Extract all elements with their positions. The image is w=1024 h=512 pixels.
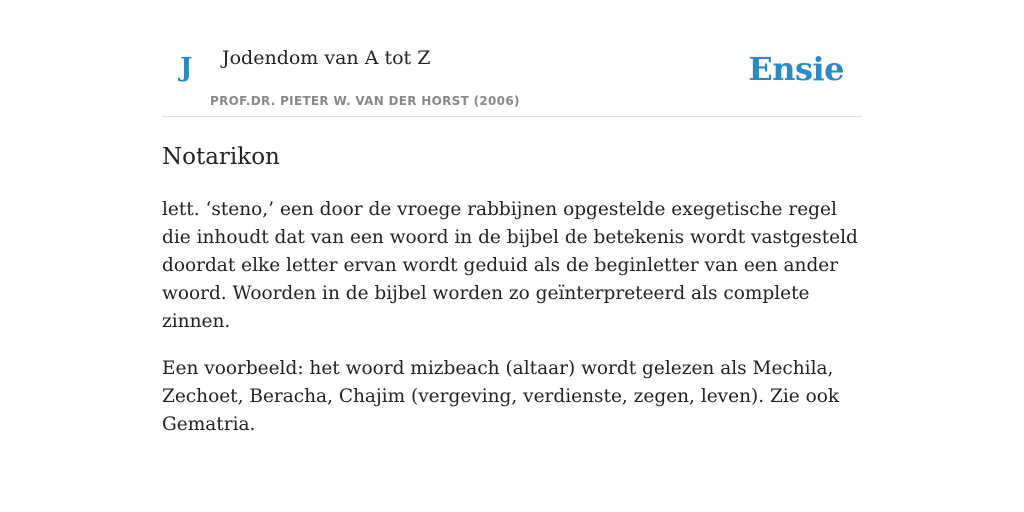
entry-paragraph: Een voorbeeld: het woord mizbeach (altaar) wordt gelezen als Mechila, Zechoet, Beracha, Chajim (vergeving, verdienste, zegen, leven). Zie ook Gematria. xyxy=(162,358,840,435)
book-author: PROF.DR. PIETER W. VAN DER HORST (2006) xyxy=(210,94,520,108)
entry-paragraph: lett. ‘steno,’ een door de vroege rabbijnen opgestelde exegetische regel die inhoudt dat van een woord in de bijbel de betekenis wordt vastgesteld doordat elke letter ervan wordt geduid als de beginletter van een ander woord. Woorden in de bijbel worden zo geïnterpreteerd als complete zinnen. xyxy=(162,199,858,332)
book-title-link[interactable]: Jodendom van A tot Z xyxy=(222,47,431,69)
brand-logo-link[interactable]: Ensie xyxy=(748,50,844,88)
entry-body xyxy=(162,196,862,439)
entry-page xyxy=(162,0,862,439)
book-logo-icon[interactable]: J xyxy=(180,53,193,83)
book-header xyxy=(162,0,862,117)
entry-title: Notarikon xyxy=(162,144,280,170)
